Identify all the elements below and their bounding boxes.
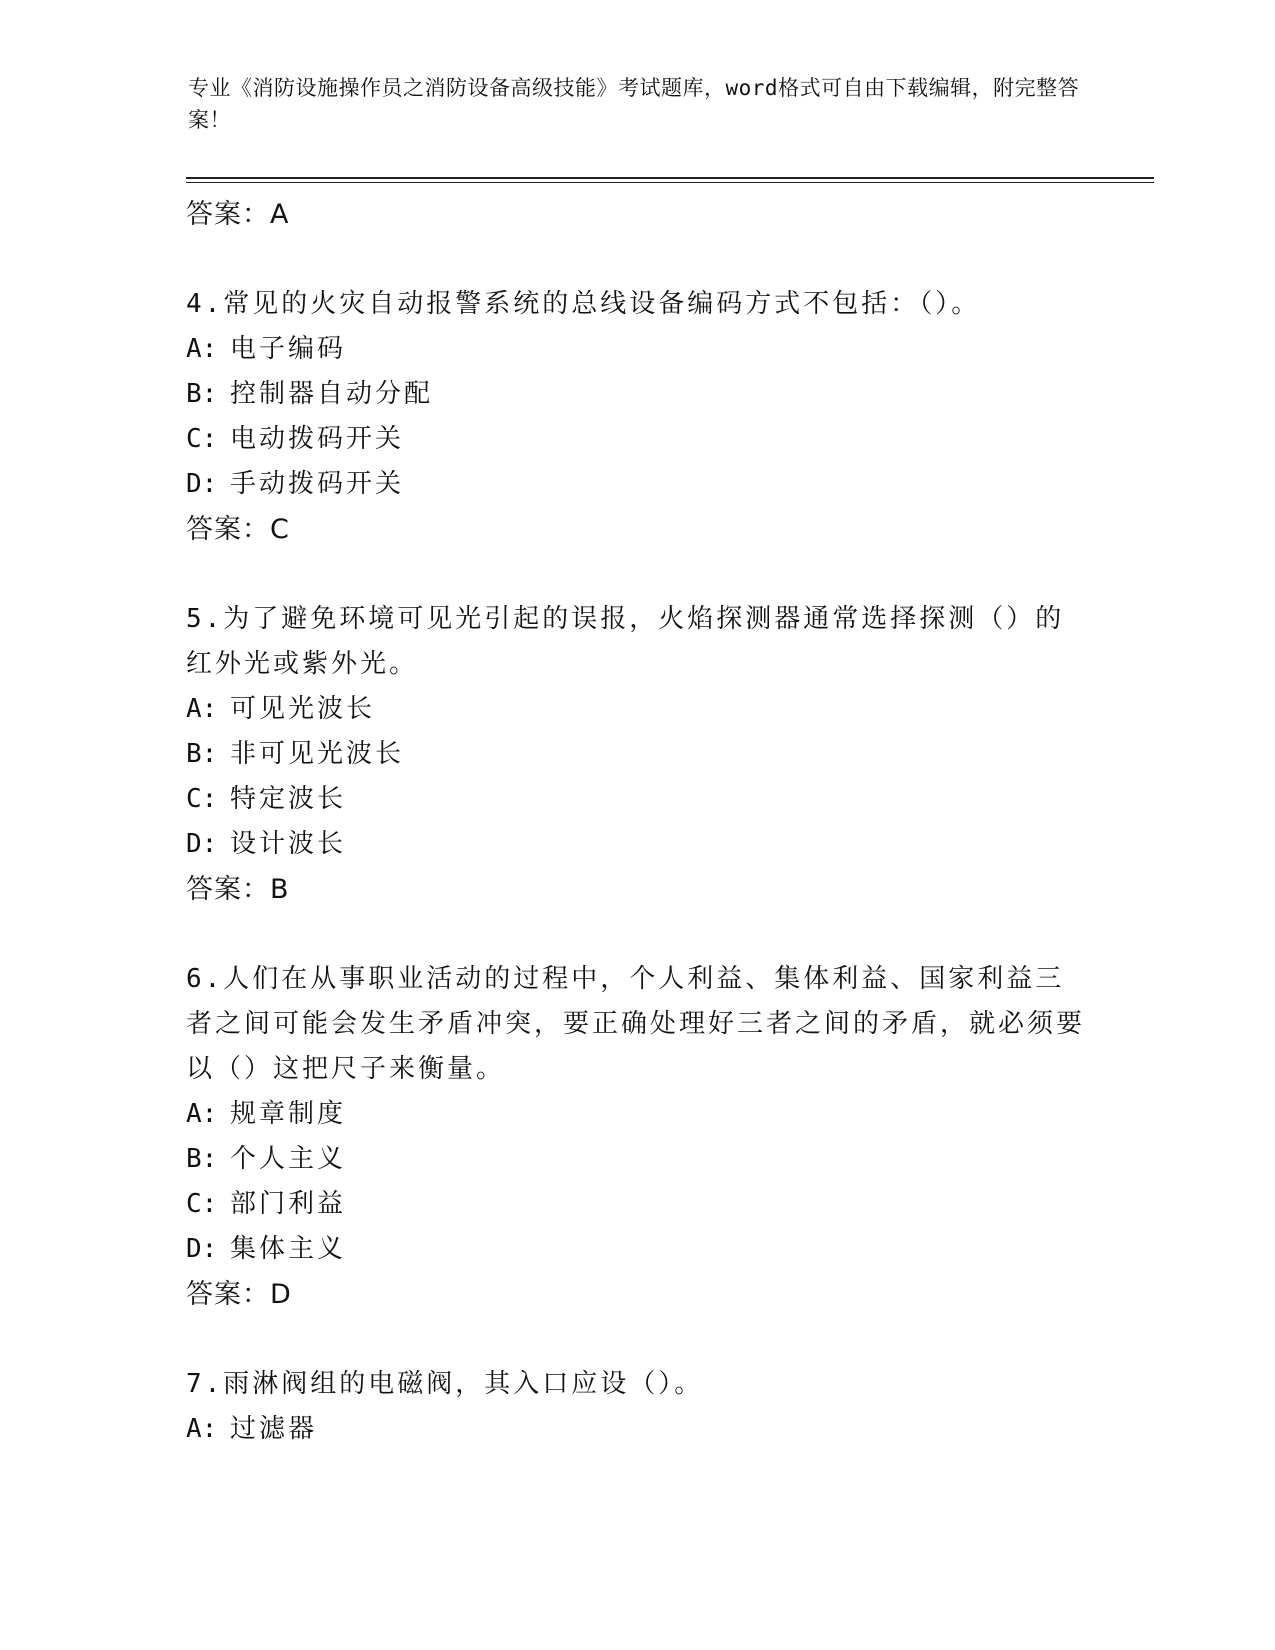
header-rule-thin — [186, 182, 1154, 183]
option-key: C: — [186, 784, 218, 814]
answer-line: 答案：C — [186, 514, 290, 545]
option-d — [186, 1227, 1086, 1272]
option-text: 可见光波长 — [230, 694, 376, 724]
option-key: A: — [186, 1099, 218, 1129]
option-key: C: — [186, 424, 218, 454]
option-a — [186, 1407, 1086, 1452]
question-text: 6.人们在从事职业活动的过程中，个人利益、集体利益、国家利益三者之间可能会发生矛盾冲突，要正确处理好三者之间的矛盾，就必须要以（）这把尺子来衡量。 — [186, 964, 1086, 1084]
answer-line: 答案：A — [186, 199, 290, 230]
option-key: A: — [186, 694, 218, 724]
option-a — [186, 327, 1086, 372]
option-key: B: — [186, 1144, 218, 1174]
option-b — [186, 372, 1086, 417]
option-text: 设计波长 — [230, 829, 347, 859]
document-body — [186, 186, 1086, 1452]
option-text: 非可见光波长 — [230, 739, 405, 769]
option-c — [186, 1182, 1086, 1227]
option-b — [186, 1137, 1086, 1182]
option-text: 个人主义 — [230, 1144, 347, 1174]
option-text: 特定波长 — [230, 784, 347, 814]
header-rule-thick — [186, 177, 1154, 179]
option-text: 控制器自动分配 — [230, 379, 434, 409]
option-key: A: — [186, 1414, 218, 1444]
option-key: B: — [186, 739, 218, 769]
option-key: A: — [186, 334, 218, 364]
option-key: D: — [186, 469, 218, 499]
option-text: 电动拨码开关 — [230, 424, 405, 454]
question-6 — [186, 957, 1086, 1318]
question-text: 4.常见的火灾自动报警系统的总线设备编码方式不包括：（）。 — [186, 289, 981, 319]
option-text: 电子编码 — [230, 334, 347, 364]
option-c — [186, 417, 1086, 462]
option-d — [186, 822, 1086, 867]
option-text: 规章制度 — [230, 1099, 347, 1129]
option-d — [186, 462, 1086, 507]
option-key: D: — [186, 1234, 218, 1264]
answer-line: 答案：B — [186, 874, 290, 905]
option-key: D: — [186, 829, 218, 859]
question-7 — [186, 1362, 1086, 1452]
option-key: C: — [186, 1189, 218, 1219]
question-4 — [186, 282, 1086, 553]
page-header: 专业《消防设施操作员之消防设备高级技能》考试题库，word格式可自由下载编辑，附完整答案！ — [188, 76, 1080, 132]
answer-line: 答案：D — [186, 1279, 292, 1310]
question-text: 5.为了避免环境可见光引起的误报，火焰探测器通常选择探测（）的红外光或紫外光。 — [186, 604, 1065, 679]
option-text: 手动拨码开关 — [230, 469, 405, 499]
option-c — [186, 777, 1086, 822]
option-b — [186, 732, 1086, 777]
option-text: 部门利益 — [230, 1189, 347, 1219]
question-5 — [186, 597, 1086, 913]
option-key: B: — [186, 379, 218, 409]
option-text: 集体主义 — [230, 1234, 347, 1264]
option-a — [186, 687, 1086, 732]
option-a — [186, 1092, 1086, 1137]
option-text: 过滤器 — [230, 1414, 318, 1444]
question-text: 7.雨淋阀组的电磁阀，其入口应设（）。 — [186, 1369, 704, 1399]
